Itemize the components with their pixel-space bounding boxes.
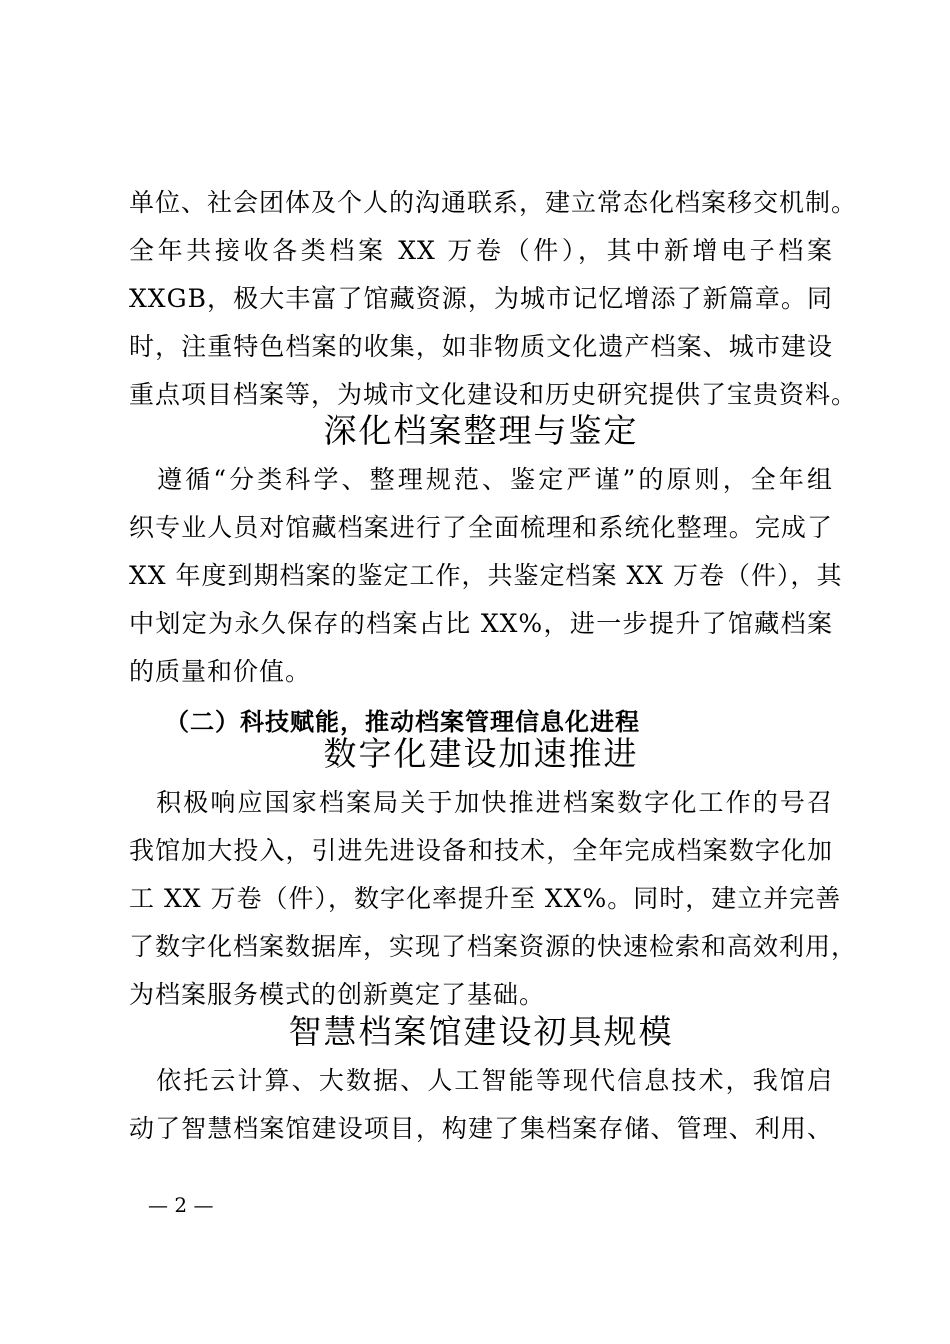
- paragraph-line: 遵循“分类科学、整理规范、鉴定严谨”的原则，全年组: [129, 465, 833, 494]
- page-number: — 2 —: [148, 1193, 214, 1217]
- paragraph-line: XX 年度到期档案的鉴定工作，共鉴定档案 XX 万卷（件），其: [129, 561, 843, 590]
- paragraph-line: 织专业人员对馆藏档案进行了全面梳理和系统化整理。完成了: [129, 513, 833, 542]
- section-heading: 深化档案整理与鉴定: [323, 411, 639, 450]
- paragraph-line: 时，注重特色档案的收集，如非物质文化遗产档案、城市建设: [129, 332, 833, 361]
- section-heading: 智慧档案馆建设初具规模: [288, 1012, 674, 1051]
- section-heading: 数字化建设加速推进: [323, 734, 639, 773]
- paragraph-line: 积极响应国家档案局关于加快推进档案数字化工作的号召: [129, 788, 833, 817]
- paragraph-line: 重点项目档案等，为城市文化建设和历史研究提供了宝贵资料。: [129, 380, 858, 409]
- paragraph-line: XXGB，极大丰富了馆藏资源，为城市记忆增添了新篇章。同: [129, 284, 833, 313]
- subsection-title: （二）科技赋能，推动档案管理信息化进程: [165, 707, 640, 736]
- paragraph-line: 单位、社会团体及个人的沟通联系，建立常态化档案移交机制。: [129, 188, 858, 217]
- paragraph-line: 我馆加大投入，引进先进设备和技术，全年完成档案数字化加: [129, 836, 833, 865]
- paragraph-line: 全年共接收各类档案 XX 万卷（件），其中新增电子档案: [129, 236, 833, 265]
- paragraph-line: 中划定为永久保存的档案占比 XX%，进一步提升了馆藏档案: [129, 609, 833, 638]
- paragraph-line: 为档案服务模式的创新奠定了基础。: [129, 980, 546, 1009]
- paragraph-line: 工 XX 万卷（件），数字化率提升至 XX%。同时，建立并完善: [129, 884, 842, 913]
- paragraph-line: 的质量和价值。: [129, 657, 312, 686]
- paragraph-line: 依托云计算、大数据、人工智能等现代信息技术，我馆启: [129, 1066, 833, 1095]
- paragraph-line: 了数字化档案数据库，实现了档案资源的快速检索和高效利用，: [129, 932, 858, 961]
- paragraph-line: 动了智慧档案馆建设项目，构建了集档案存储、管理、利用、: [129, 1114, 833, 1143]
